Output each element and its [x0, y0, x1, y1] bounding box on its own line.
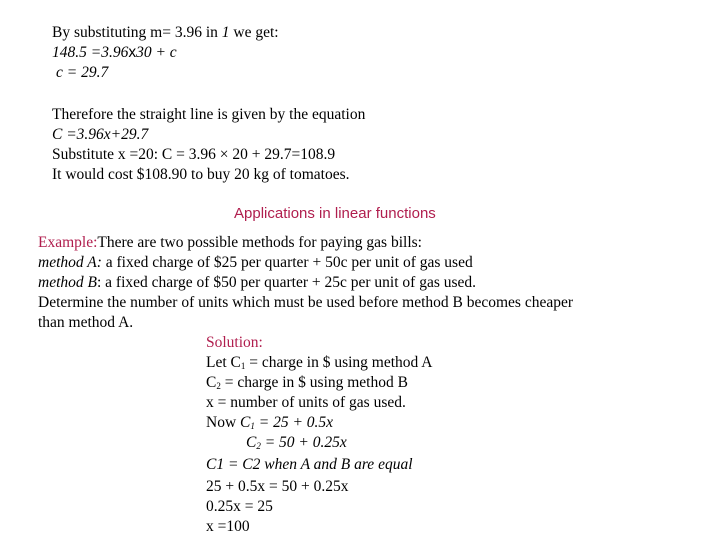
line-substitute: Substitute x =20: C = 3.96 × 20 + 29.7=108.9 — [52, 146, 336, 163]
solution-step-3: x =100 — [206, 518, 250, 535]
substitution-result: c = 29.7 — [56, 64, 109, 81]
method-a-label: method A: — [38, 254, 102, 271]
solution-c2-definition — [206, 374, 408, 392]
solution-c1-definition — [206, 354, 433, 372]
substitution-eq-right: 30 + c — [136, 44, 177, 61]
c2-eq-post: = 50 + 0.25x — [264, 434, 347, 451]
method-a-text: a fixed charge of $25 per quarter + 50c per unit of gas used — [105, 254, 473, 271]
c1-def-post: = charge in $ using method A — [249, 354, 433, 371]
solution-equal-condition: C1 = C2 when A and B are equal — [206, 456, 413, 473]
substitution-intro-tail: we get: — [233, 24, 279, 41]
solution-c2-equation — [246, 434, 347, 452]
method-b-label: method B — [38, 274, 97, 291]
substitution-eq-times: x — [128, 44, 137, 61]
solution-c1-equation — [206, 414, 333, 432]
c1-eq-post: = 25 + 0.5x — [258, 414, 334, 431]
substitution-intro-text: By substituting m= 3.96 in — [52, 24, 218, 41]
c1-eq-pre: C — [240, 414, 251, 431]
c1-eq-sub: 1 — [250, 421, 255, 431]
solution-step-1: 25 + 0.5x = 50 + 0.25x — [206, 478, 349, 495]
method-a-line — [38, 254, 473, 272]
c2-def-post: = charge in $ using method B — [224, 374, 408, 391]
c2-def-pre: C — [206, 374, 217, 391]
substitution-equation — [52, 44, 177, 62]
example-label: Example: — [38, 234, 98, 251]
now-word: Now — [206, 414, 237, 431]
line-equation: C =3.96x+29.7 — [52, 126, 149, 143]
c2-def-sub: 2 — [216, 381, 221, 391]
c2-eq-sub: 2 — [256, 441, 261, 451]
substitution-eq-left: 148.5 =3.96 — [52, 44, 129, 61]
line-conclusion: It would cost $108.90 to buy 20 kg of tomatoes. — [52, 166, 350, 183]
equation-reference: 1 — [221, 24, 230, 41]
c1-def-sub: 1 — [240, 361, 246, 371]
c1-def-pre: Let C — [206, 354, 241, 371]
method-b-line — [38, 274, 476, 292]
section-heading: Applications in linear functions — [234, 205, 436, 222]
solution-x-definition: x = number of units of gas used. — [206, 394, 406, 411]
question-line-1: Determine the number of units which must be used before method B becomes cheaper — [38, 294, 574, 311]
line-statement: Therefore the straight line is given by the equation — [52, 106, 366, 123]
substitution-intro — [52, 24, 279, 42]
solution-label: Solution: — [206, 334, 263, 351]
method-b-text: : a fixed charge of $50 per quarter + 25c per unit of gas used. — [96, 274, 477, 291]
example-intro — [38, 234, 422, 252]
solution-step-2: 0.25x = 25 — [206, 498, 273, 515]
c2-eq-pre: C — [246, 434, 257, 451]
example-text: There are two possible methods for paying gas bills: — [97, 234, 422, 251]
question-line-2: than method A. — [38, 314, 134, 331]
